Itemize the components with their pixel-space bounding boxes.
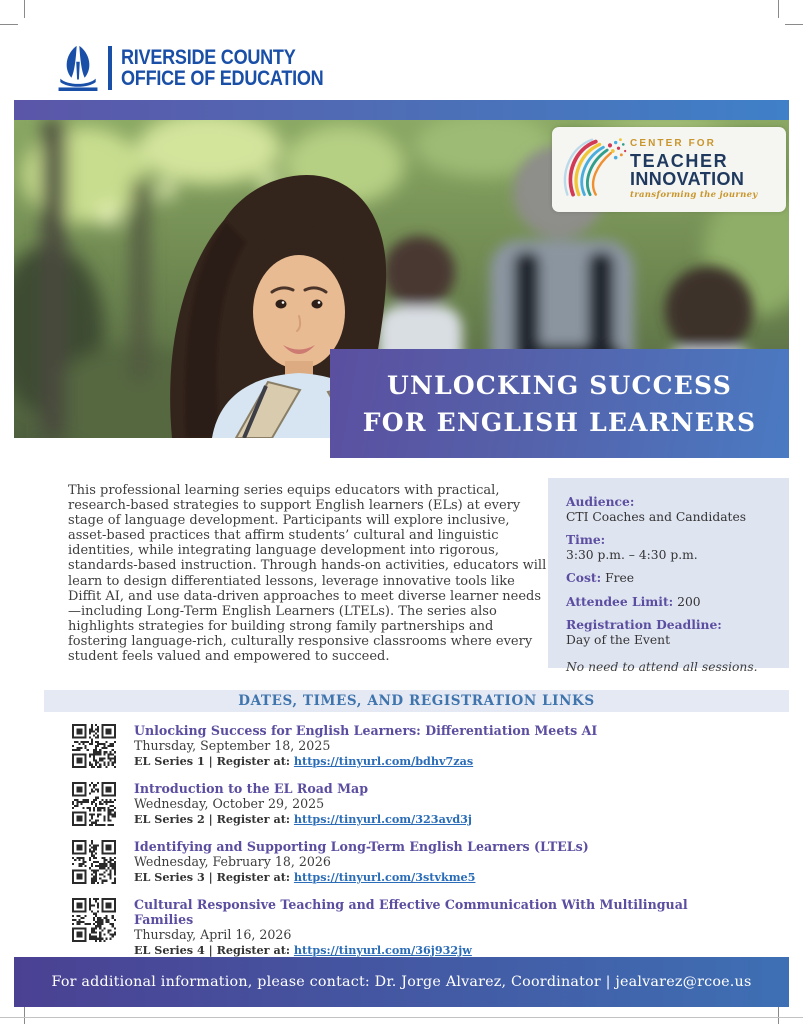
detail-attendee-limit: [566, 595, 771, 610]
session-register-line: [134, 812, 472, 826]
footer-bar: [14, 957, 789, 1007]
top-gradient-bar: [14, 100, 789, 120]
session-register-line: [134, 943, 750, 957]
qr-code-1: [70, 722, 118, 770]
session-text-3: [134, 838, 589, 888]
section-band: [44, 690, 789, 712]
deadline-value: Day of the Event: [566, 632, 671, 647]
cost-value: Free: [605, 571, 635, 585]
cti-center-for: CENTER FOR: [630, 138, 716, 150]
page-title-line2: FOR ENGLISH LEARNERS: [362, 407, 757, 437]
session-date: Thursday, September 18, 2025: [134, 738, 331, 753]
session-date: Thursday, April 16, 2026: [134, 927, 292, 942]
trim-line: [0, 1017, 803, 1018]
crop-mark: [785, 24, 803, 25]
attendee-limit-value: 200: [677, 594, 701, 609]
registration-link[interactable]: https://tinyurl.com/323avd3j: [293, 812, 472, 826]
audience-value: CTI Coaches and Candidates: [566, 509, 747, 524]
session-item-2: [70, 780, 750, 830]
audience-label: Audience:: [566, 494, 635, 509]
page-title-line1: UNLOCKING SUCCESS: [387, 370, 732, 400]
registration-link[interactable]: https://tinyurl.com/3stvkme5: [293, 870, 476, 884]
org-name: [121, 47, 323, 89]
crop-mark: [0, 24, 18, 25]
session-title: Introduction to the EL Road Map: [134, 781, 369, 796]
crop-mark: [24, 0, 25, 18]
logo-divider: [108, 46, 112, 90]
session-item-1: [70, 722, 750, 772]
detail-audience: [566, 495, 771, 524]
detail-time: [566, 533, 771, 562]
org-name-line1: RIVERSIDE COUNTY: [121, 46, 296, 69]
cti-teacher: TEACHER: [630, 151, 729, 172]
crop-mark: [778, 1006, 779, 1024]
cti-swirl-icon: [556, 134, 628, 206]
crop-mark: [778, 0, 779, 18]
cti-tagline: transforming the journey: [630, 190, 758, 201]
session-text-2: [134, 780, 472, 830]
session-text-1: [134, 722, 597, 772]
time-label: Time:: [566, 532, 606, 547]
org-name-line2: OFFICE OF EDUCATION: [121, 67, 324, 90]
sessions-note: No need to attend all sessions.: [566, 660, 758, 674]
intro-paragraph: This professional learning series equips educators with practical, research-based strategies to support English learners (ELs) at every stage of language development. Participants will explore inclusive, asset-based practices that affirm students’ cultural and linguistic identities, while integrating language development into rigorous, standards-based instruction. Through hands-on activities, educators will learn to design differentiated lessons, leverage innovative tools like Diffit AI, and use data-driven approaches to meet diverse learner needs—including Long-Term English Learners (LTELs). The series also highlights strategies for building strong family partnerships and fostering language-rich, culturally responsive classrooms where every student feels valued and empowered to succeed.: [68, 483, 547, 665]
session-series-label: EL Series 3 | Register at:: [134, 870, 290, 884]
crop-mark: [24, 1006, 25, 1024]
session-item-3: [70, 838, 750, 888]
session-date: Wednesday, February 18, 2026: [134, 854, 331, 869]
qr-code-3: [70, 838, 118, 886]
time-value: 3:30 p.m. – 4:30 p.m.: [566, 547, 698, 562]
section-heading: DATES, TIMES, AND REGISTRATION LINKS: [238, 693, 595, 709]
rcoe-tree-icon: [55, 44, 101, 92]
session-register-line: [134, 754, 597, 768]
footer-contact-text: For additional information, please contact: Dr. Jorge Alvarez, Coordinator | jealvarez@rcoe.us: [51, 974, 752, 990]
deadline-label: Registration Deadline:: [566, 617, 722, 632]
session-title: Cultural Responsive Teaching and Effective Communication With Multilingual Families: [134, 897, 688, 927]
attendee-limit-label: Attendee Limit:: [566, 593, 674, 609]
cti-logo-text: [630, 139, 758, 200]
session-register-line: [134, 870, 589, 884]
cti-logo-box: [552, 127, 786, 212]
session-text-4: [134, 896, 750, 957]
session-item-4: [70, 896, 750, 957]
session-title: Unlocking Success for English Learners: Differentiation Meets AI: [134, 723, 598, 738]
detail-registration-deadline: [566, 618, 771, 647]
title-banner: [330, 349, 789, 458]
session-title: Identifying and Supporting Long-Term English Learners (LTELs): [134, 839, 589, 854]
qr-code-2: [70, 780, 118, 828]
cost-label: Cost:: [566, 570, 602, 585]
session-series-label: EL Series 2 | Register at:: [134, 812, 290, 826]
qr-code-4: [70, 896, 118, 944]
session-series-label: EL Series 4 | Register at:: [134, 943, 290, 957]
registration-link[interactable]: https://tinyurl.com/36j932jw: [293, 943, 472, 957]
session-series-label: EL Series 1 | Register at:: [134, 754, 290, 768]
cti-innovation: INNOVATION: [630, 169, 745, 190]
detail-cost: [566, 571, 771, 586]
rcoe-logo: [55, 44, 356, 92]
event-details-panel: [548, 478, 789, 674]
registration-link[interactable]: https://tinyurl.com/bdhv7zas: [293, 754, 474, 768]
session-date: Wednesday, October 29, 2025: [134, 796, 325, 811]
